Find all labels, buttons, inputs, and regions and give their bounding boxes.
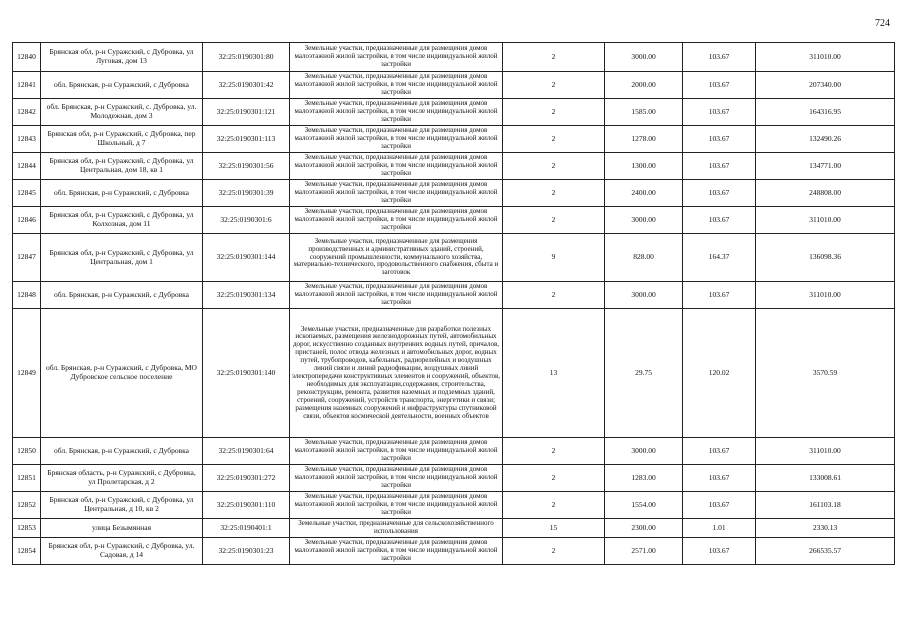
address-cell: улица Безымянная <box>41 519 203 538</box>
table-row <box>13 207 895 234</box>
row-number-cell: 12854 <box>13 537 41 564</box>
specific-value-cell: 120.02 <box>683 309 756 438</box>
specific-value-cell: 103.67 <box>683 207 756 234</box>
use-group-cell: 9 <box>503 234 605 282</box>
cadastral-number-cell: 32:25:0190301:134 <box>203 282 290 309</box>
area-cell: 2400.00 <box>605 180 683 207</box>
specific-value-cell: 164.37 <box>683 234 756 282</box>
cadastral-value-cell: 2330.13 <box>756 519 895 538</box>
specific-value-cell: 103.67 <box>683 492 756 519</box>
table-row <box>13 537 895 564</box>
land-use-cell: Земельные участки, предназначенные для размещения домов малоэтажной жилой застройки, в том числе индивидуальной жилой застройки <box>290 207 503 234</box>
land-use-cell: Земельные участки, предназначенные для размещения домов малоэтажной жилой застройки, в том числе индивидуальной жилой застройки <box>290 465 503 492</box>
area-cell: 3000.00 <box>605 438 683 465</box>
table-row <box>13 309 895 438</box>
address-cell: Брянская обл, р-н Суражский, с Дубровка, ул. Садовая, д 14 <box>41 537 203 564</box>
use-group-cell: 2 <box>503 207 605 234</box>
table-row <box>13 99 895 126</box>
row-number-cell: 12841 <box>13 72 41 99</box>
use-group-cell: 2 <box>503 99 605 126</box>
page-number: 724 <box>875 18 890 29</box>
address-cell: Брянская обл, р-н Суражский, с Дубровка, пер Школьный, д 7 <box>41 126 203 153</box>
area-cell: 3000.00 <box>605 207 683 234</box>
cadastral-number-cell: 32:25:0190301:272 <box>203 465 290 492</box>
cadastral-value-cell: 311010.00 <box>756 282 895 309</box>
cadastral-number-cell: 32:25:0190301:110 <box>203 492 290 519</box>
area-cell: 29.75 <box>605 309 683 438</box>
cadastral-number-cell: 32:25:0190301:56 <box>203 153 290 180</box>
cadastral-number-cell: 32:25:0190301:64 <box>203 438 290 465</box>
specific-value-cell: 103.67 <box>683 72 756 99</box>
cadastral-value-cell: 3570.59 <box>756 309 895 438</box>
area-cell: 2300.00 <box>605 519 683 538</box>
use-group-cell: 2 <box>503 43 605 72</box>
table-body <box>13 43 895 565</box>
cadastral-value-cell: 207340.00 <box>756 72 895 99</box>
use-group-cell: 2 <box>503 126 605 153</box>
cadastral-value-cell: 311010.00 <box>756 438 895 465</box>
row-number-cell: 12852 <box>13 492 41 519</box>
cadastral-value-table <box>12 42 895 565</box>
cadastral-number-cell: 32:25:0190301:121 <box>203 99 290 126</box>
table-row <box>13 72 895 99</box>
specific-value-cell: 103.67 <box>683 153 756 180</box>
land-use-cell: Земельные участки, предназначенные для размещения домов малоэтажной жилой застройки, в том числе индивидуальной жилой застройки <box>290 126 503 153</box>
table-row <box>13 438 895 465</box>
land-use-cell: Земельные участки, предназначенные для размещения домов малоэтажной жилой застройки, в том числе индивидуальной жилой застройки <box>290 438 503 465</box>
row-number-cell: 12847 <box>13 234 41 282</box>
cadastral-number-cell: 32:25:0190301:42 <box>203 72 290 99</box>
area-cell: 1554.00 <box>605 492 683 519</box>
row-number-cell: 12843 <box>13 126 41 153</box>
row-number-cell: 12844 <box>13 153 41 180</box>
area-cell: 1283.00 <box>605 465 683 492</box>
land-use-cell: Земельные участки, предназначенные для размещения домов малоэтажной жилой застройки, в том числе индивидуальной жилой застройки <box>290 153 503 180</box>
row-number-cell: 12851 <box>13 465 41 492</box>
cadastral-value-cell: 248808.00 <box>756 180 895 207</box>
cadastral-value-cell: 311010.00 <box>756 43 895 72</box>
cadastral-value-cell: 161103.18 <box>756 492 895 519</box>
land-use-cell: Земельные участки, предназначенные для разработки полезных ископаемых, размещения железнодорожных путей, автомобильных дорог, искусственно созданных внутренних водных путей, причалов, пристаней, полос отвода железных и автомобильных дорог, водных путей, трубопроводов, кабельных, радиорелейных и воздушных линий связи и линий радиофикации, воздушных линий электропередачи конструктивных элементов и сооружений, объектов, необходимых для эксплуатации,содержания, строительства, реконструкции, ремонта, развития наземных и подземных зданий, строений, сооружений, устройств транспорта, энергетики и связи; размещения наземных сооружений и инфраструктуры спутниковой связи, объектов космической деятельности, военных объектов <box>290 309 503 438</box>
address-cell: Брянская обл, р-н Суражский, с Дубровка, ул Центральная, дом 1 <box>41 234 203 282</box>
table-row <box>13 180 895 207</box>
use-group-cell: 2 <box>503 72 605 99</box>
cadastral-value-cell: 266535.57 <box>756 537 895 564</box>
area-cell: 1300.00 <box>605 153 683 180</box>
row-number-cell: 12850 <box>13 438 41 465</box>
cadastral-value-cell: 133008.61 <box>756 465 895 492</box>
specific-value-cell: 1.01 <box>683 519 756 538</box>
row-number-cell: 12842 <box>13 99 41 126</box>
address-cell: обл. Брянская, р-н Суражский, с Дубровка <box>41 72 203 99</box>
land-use-cell: Земельные участки, предназначенные для размещения домов малоэтажной жилой застройки, в том числе индивидуальной жилой застройки <box>290 99 503 126</box>
use-group-cell: 13 <box>503 309 605 438</box>
specific-value-cell: 103.67 <box>683 537 756 564</box>
specific-value-cell: 103.67 <box>683 438 756 465</box>
address-cell: Брянская обл, р-н Суражский, с Дубровка, ул Центральная, д 10, кв 2 <box>41 492 203 519</box>
address-cell: обл. Брянская, р-н Суражский, с. Дубровка, ул. Молодежная, дом 3 <box>41 99 203 126</box>
table-row <box>13 43 895 72</box>
specific-value-cell: 103.67 <box>683 99 756 126</box>
row-number-cell: 12849 <box>13 309 41 438</box>
cadastral-number-cell: 32:25:0190301:80 <box>203 43 290 72</box>
land-use-cell: Земельные участки, предназначенные для размещения домов малоэтажной жилой застройки, в том числе индивидуальной жилой застройки <box>290 537 503 564</box>
area-cell: 3000.00 <box>605 43 683 72</box>
area-cell: 1278.00 <box>605 126 683 153</box>
area-cell: 2571.00 <box>605 537 683 564</box>
land-use-cell: Земельные участки, предназначенные для размещения домов малоэтажной жилой застройки, в том числе индивидуальной жилой застройки <box>290 43 503 72</box>
land-use-cell: Земельные участки, предназначенные для размещения домов малоэтажной жилой застройки, в том числе индивидуальной жилой застройки <box>290 492 503 519</box>
address-cell: обл. Брянская, р-н Суражский, с Дубровка, МО Дубровское сельское поселение <box>41 309 203 438</box>
table-row <box>13 465 895 492</box>
cadastral-number-cell: 32:25:0190301:140 <box>203 309 290 438</box>
use-group-cell: 2 <box>503 180 605 207</box>
address-cell: обл. Брянская, р-н Суражский, с Дубровка <box>41 180 203 207</box>
use-group-cell: 2 <box>503 537 605 564</box>
cadastral-number-cell: 32:25:0190401:1 <box>203 519 290 538</box>
area-cell: 3000.00 <box>605 282 683 309</box>
table-row <box>13 519 895 538</box>
table-row <box>13 282 895 309</box>
use-group-cell: 15 <box>503 519 605 538</box>
land-use-cell: Земельные участки, предназначенные для размещения домов малоэтажной жилой застройки, в том числе индивидуальной жилой застройки <box>290 180 503 207</box>
specific-value-cell: 103.67 <box>683 282 756 309</box>
address-cell: обл. Брянская, р-н Суражский, с Дубровка <box>41 282 203 309</box>
use-group-cell: 2 <box>503 438 605 465</box>
use-group-cell: 2 <box>503 153 605 180</box>
land-use-cell: Земельные участки, предназначенные для размещения домов малоэтажной жилой застройки, в том числе индивидуальной жилой застройки <box>290 72 503 99</box>
address-cell: Брянская обл, р-н Суражский, с Дубровка, ул Центральная, дом 18, кв 1 <box>41 153 203 180</box>
cadastral-number-cell: 32:25:0190301:23 <box>203 537 290 564</box>
address-cell: Брянская область, р-н Суражский, с Дубровка, ул Пролетарская, д 2 <box>41 465 203 492</box>
cadastral-value-cell: 136098.36 <box>756 234 895 282</box>
land-use-cell: Земельные участки, предназначенные для размещения домов малоэтажной жилой застройки, в том числе индивидуальной жилой застройки <box>290 282 503 309</box>
specific-value-cell: 103.67 <box>683 465 756 492</box>
cadastral-value-cell: 311010.00 <box>756 207 895 234</box>
row-number-cell: 12853 <box>13 519 41 538</box>
use-group-cell: 2 <box>503 492 605 519</box>
use-group-cell: 2 <box>503 465 605 492</box>
table-row <box>13 153 895 180</box>
use-group-cell: 2 <box>503 282 605 309</box>
cadastral-number-cell: 32:25:0190301:39 <box>203 180 290 207</box>
address-cell: обл. Брянская, р-н Суражский, с Дубровка <box>41 438 203 465</box>
address-cell: Брянская обл, р-н Суражский, с Дубровка, ул Колхозная, дом 11 <box>41 207 203 234</box>
land-use-cell: Земельные участки, предназначенные для размещения производственных и административных зданий, строений, сооружений промышленности, коммунального хозяйства, материально-технического, продовольственного снабжения, сбыта и заготовок <box>290 234 503 282</box>
area-cell: 1585.00 <box>605 99 683 126</box>
specific-value-cell: 103.67 <box>683 126 756 153</box>
cadastral-number-cell: 32:25:0190301:113 <box>203 126 290 153</box>
row-number-cell: 12845 <box>13 180 41 207</box>
cadastral-value-cell: 164316.95 <box>756 99 895 126</box>
cadastral-number-cell: 32:25:0190301:6 <box>203 207 290 234</box>
address-cell: Брянская обл, р-н Суражский, с Дубровка, ул Луговая, дом 13 <box>41 43 203 72</box>
land-use-cell: Земельные участки, предназначенные для сельскохозяйственного использования <box>290 519 503 538</box>
row-number-cell: 12848 <box>13 282 41 309</box>
area-cell: 2000.00 <box>605 72 683 99</box>
table-row <box>13 234 895 282</box>
area-cell: 828.00 <box>605 234 683 282</box>
cadastral-value-cell: 134771.00 <box>756 153 895 180</box>
table-row <box>13 492 895 519</box>
cadastral-number-cell: 32:25:0190301:144 <box>203 234 290 282</box>
row-number-cell: 12840 <box>13 43 41 72</box>
row-number-cell: 12846 <box>13 207 41 234</box>
table-row <box>13 126 895 153</box>
specific-value-cell: 103.67 <box>683 180 756 207</box>
cadastral-value-cell: 132490.26 <box>756 126 895 153</box>
specific-value-cell: 103.67 <box>683 43 756 72</box>
